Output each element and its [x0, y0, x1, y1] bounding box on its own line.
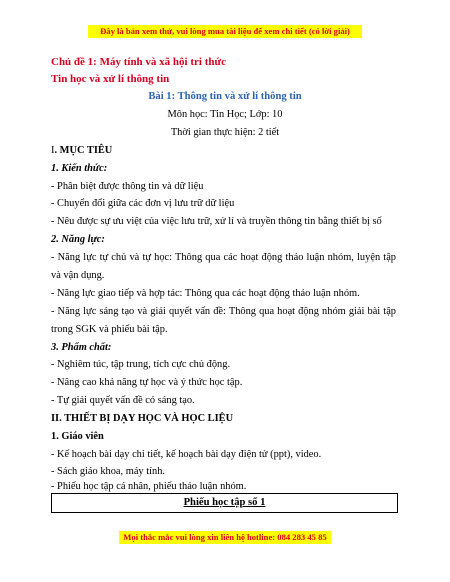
footer-notice: Mọi thắc mắc vui lòng xin liên hệ hotline: 084 283 45 85 [119, 531, 331, 544]
qualities-num: 3 [51, 342, 57, 353]
list-item: - Sách giáo khoa, máy tính. [51, 466, 165, 477]
list-item: - Kế hoạch bài dạy chi tiết, kế hoạch bài dạy điện tử (ppt), video. [51, 449, 322, 460]
list-item: - Nâng cao khả năng tự học và ý thức học tập. [51, 377, 243, 388]
list-item: - Nêu được sự ưu việt của việc lưu trữ, xử lí và truyền thông tin bằng thiết bị số [51, 216, 382, 227]
header-notice: Đây là bản xem thử, vui lòng mua tài liệu để xem chi tiết (có lời giải) [88, 25, 362, 38]
list-item: trong SGK và phiếu bài tập. [51, 324, 168, 335]
list-item: - Năng lực giao tiếp và hợp tác: Thông qua các hoạt động thảo luận nhóm. [51, 288, 360, 299]
section1-heading [51, 144, 112, 158]
worksheet-box [51, 493, 398, 513]
section2-heading: II. THIẾT BỊ DẠY HỌC VÀ HỌC LIỆU [51, 413, 234, 424]
list-item: - Chuyển đổi giữa các đơn vị lưu trữ dữ liệu [51, 198, 235, 209]
list-item: - Nghiêm túc, tập trung, tích cực chủ động. [51, 359, 231, 370]
section1-title: . MỤC TIÊU [54, 145, 113, 156]
competence-heading: 2. Năng lực: [51, 234, 105, 245]
list-item: - Tự giải quyết vấn đề có sáng tạo. [51, 395, 195, 406]
qualities-title: . Phẩm chất: [56, 342, 112, 353]
subject-line: Môn học: Tin Học; Lớp: 10 [167, 109, 283, 120]
worksheet-title: Phiếu học tập số 1 [183, 497, 266, 508]
list-item: - Phiếu học tập cá nhân, phiếu thảo luận nhóm. [51, 481, 247, 492]
teacher-heading: 1. Giáo viên [51, 431, 104, 442]
list-item: - Năng lực tự chủ và tự học: Thông qua các hoạt động thảo luận nhóm, luyện tập [51, 252, 396, 263]
knowledge-heading [51, 162, 107, 176]
duration-line: Thời gian thực hiện: 2 tiết [170, 127, 280, 138]
list-item: - Năng lực sáng tạo và giải quyết vấn đề: Thông qua hoạt động nhóm giải bài tập [51, 306, 396, 317]
section1-numeral: I [51, 145, 55, 156]
qualities-heading [51, 341, 111, 355]
subtopic-heading: Tin học và xử lí thông tin [51, 73, 170, 85]
topic-heading: Chủ đề 1: Máy tính và xã hội tri thức [51, 56, 226, 68]
list-item: và vận dụng. [51, 270, 105, 281]
lesson-title: Bài 1: Thông tin và xử lí thông tin [148, 91, 302, 102]
knowledge-num: 1 [51, 163, 57, 174]
list-item: - Phân biệt được thông tin và dữ liệu [51, 181, 204, 192]
knowledge-title: . Kiến thức: [56, 163, 108, 174]
